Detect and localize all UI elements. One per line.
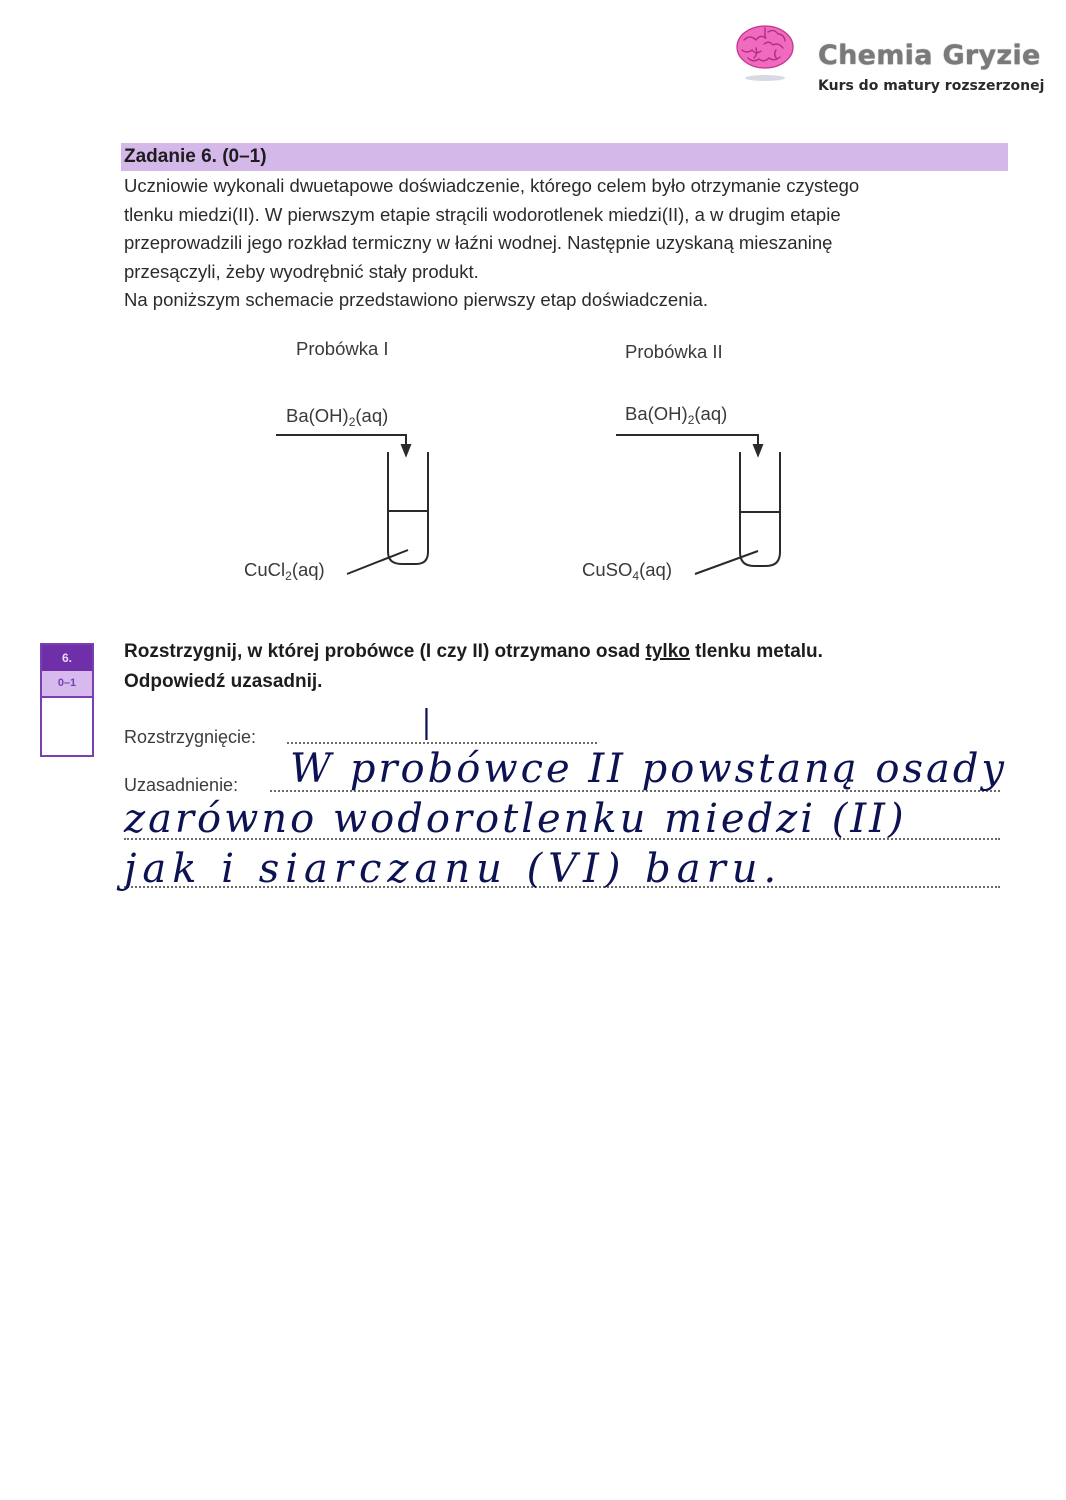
test-tube-1 <box>276 435 428 574</box>
tube-2-content: CuSO$_4$(aq) <box>582 559 672 583</box>
decision-answer-line[interactable] <box>287 742 597 744</box>
brand-logo <box>734 20 1054 94</box>
tube-1-content: CuCl$_2$(aq) <box>244 559 325 583</box>
intro-line: przesączyli, żeby wyodrębnić stały produkt. <box>124 260 479 282</box>
tube-1-reagent: $Ba(OH)_2(aq)$ <box>286 405 389 429</box>
score-box <box>40 643 94 757</box>
tube-1-label: Probówka I <box>296 338 389 359</box>
brand-title: Chemia Gryzie <box>818 40 1041 71</box>
brand-subtitle: Kurs do matury rozszerzonej <box>818 78 1045 94</box>
tube-2-reagent: $Ba(OH)_2(aq)$ <box>625 403 728 427</box>
handwritten-decision: I <box>420 700 433 751</box>
tube-2-label: Probówka II <box>625 341 723 362</box>
brain-icon <box>734 20 796 82</box>
score-range: 0–1 <box>42 671 92 698</box>
decision-label: Rozstrzygnięcie: <box>124 727 257 747</box>
handwritten-line-2: zarówno wodorotlenku miedzi (II) <box>124 796 907 842</box>
emphasis-underlined: tylko <box>645 641 690 662</box>
justification-label: Uzasadnienie: <box>124 775 239 795</box>
question <box>124 637 823 697</box>
question-line-2: Odpowiedź uzasadnij. <box>124 671 323 692</box>
intro-line: Na poniższym schemacie przedstawiono pierwszy etap doświadczenia. <box>124 289 709 310</box>
task-number: 6. <box>42 645 92 671</box>
intro-line: tlenku miedzi(II). W pierwszym etapie strącili wodorotlenek miedzi(II), a w drugim etapie <box>124 203 841 225</box>
score-entry-field[interactable] <box>42 698 92 757</box>
handwritten-line-3: jak i siarczanu (VI) baru. <box>124 846 783 892</box>
experiment-diagram <box>230 330 830 600</box>
task-header <box>121 143 1008 171</box>
test-tube-2 <box>616 435 780 574</box>
task-title: Zadanie 6. (0–1) <box>124 146 267 167</box>
question-line-1: Rozstrzygnij, w której probówce (I czy II) otrzymano osad tylko tlenku metalu. <box>124 641 823 662</box>
handwritten-line-1: W probówce II powstaną osady <box>290 746 1008 792</box>
intro-line: przeprowadzili jego rozkład termiczny w łaźni wodnej. Następnie uzyskaną mieszaninę <box>124 232 833 253</box>
task-intro <box>124 172 1004 315</box>
intro-line: Uczniowie wykonali dwuetapowe doświadczenie, którego celem było otrzymanie czystego <box>124 175 860 196</box>
